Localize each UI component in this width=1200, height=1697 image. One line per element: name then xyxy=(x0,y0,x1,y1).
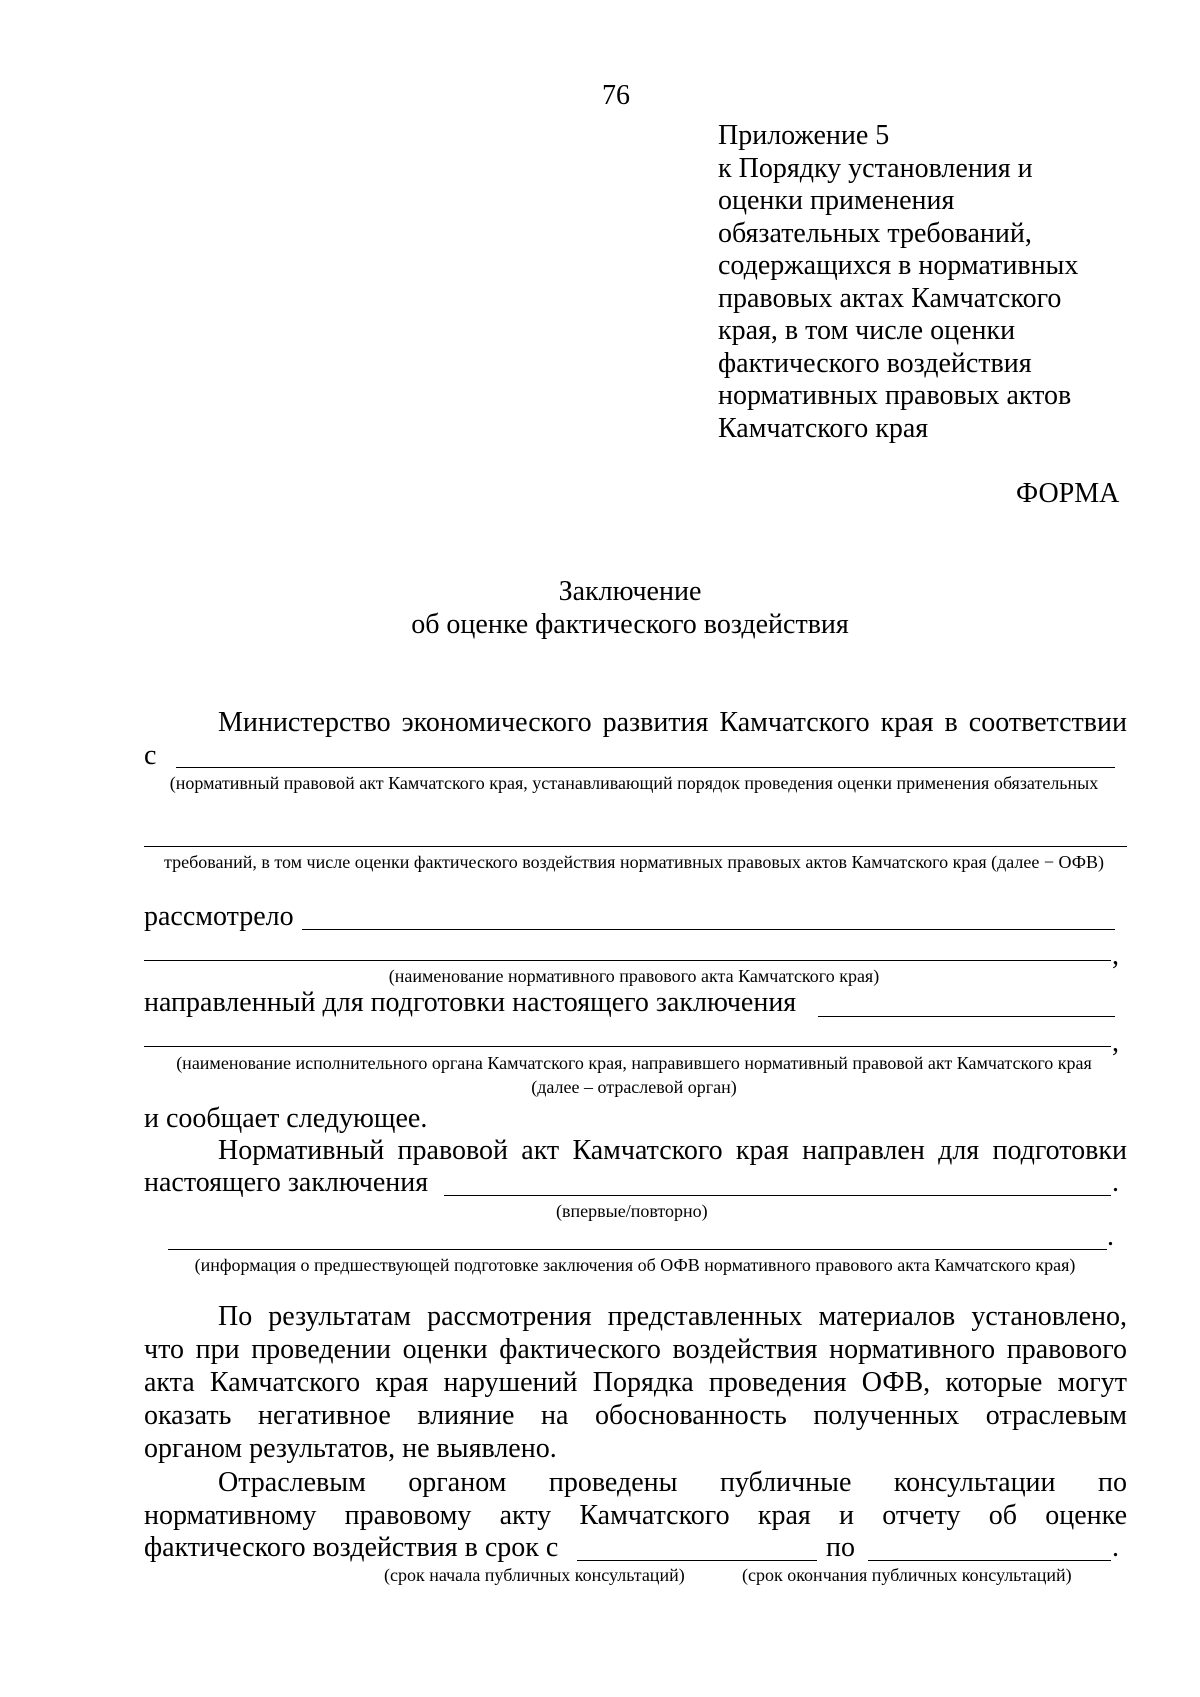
appendix-line: оценки применения xyxy=(718,185,955,216)
title-line-2: об оценке фактического воздействия xyxy=(411,609,849,640)
caption-prior-info: (информация о предшествующей подготовке заключения об ОФВ нормативного правового акта Камчатского края) xyxy=(194,1255,1076,1275)
reviewed-blank-line[interactable] xyxy=(302,929,1115,930)
prior-info-blank-line[interactable] xyxy=(168,1249,1107,1250)
form-label: ФОРМА xyxy=(1016,478,1120,509)
appendix-line: к Порядку установления и xyxy=(718,152,1033,184)
first-repeat-blank-line[interactable] xyxy=(444,1195,1111,1196)
sent-again-line: Нормативный правовой акт Камчатского края направлен для подготовки xyxy=(218,1135,1127,1166)
caption-requirements: требований, в том числе оценки фактического воздействия нормативных правовых актов Камчатского края (далее − ОФВ) xyxy=(164,852,1104,872)
period: . xyxy=(1107,1221,1114,1252)
comma: , xyxy=(1112,940,1119,971)
document-title xyxy=(0,575,1200,641)
appendix-line: правовых актах Камчатского xyxy=(718,282,1062,314)
consult-start-blank-line[interactable] xyxy=(577,1560,817,1561)
sent-label: направленный для подготовки настоящего заключения xyxy=(144,987,797,1018)
title-line-1: Заключение xyxy=(558,576,702,607)
consult-last-prefix: фактического воздействия в срок с xyxy=(144,1532,559,1563)
appendix-line: Камчатского края xyxy=(718,412,929,444)
s-prefix: с xyxy=(144,740,157,771)
caption-first-repeat: (впервые/повторно) xyxy=(556,1201,708,1221)
appendix-line: Приложение 5 xyxy=(718,120,890,151)
appendix-line: нормативных правовых актов xyxy=(718,380,1072,411)
sent-blank-line[interactable] xyxy=(818,1016,1115,1017)
sent-again-prefix: настоящего заключения xyxy=(144,1167,429,1198)
act-blank-line[interactable] xyxy=(176,767,1115,768)
organ-blank-line[interactable] xyxy=(144,1046,1111,1047)
consult-paragraph xyxy=(144,1466,1127,1532)
period: . xyxy=(1112,1532,1119,1563)
results-paragraph xyxy=(144,1300,1127,1465)
results-line: что при проведении оценки фактического воздействия нормативного правового xyxy=(144,1334,1127,1365)
appendix-line: края, в том числе оценки xyxy=(718,315,1016,346)
consult-line: нормативному правовому акту Камчатского края и отчету об оценке xyxy=(144,1500,1127,1531)
period: . xyxy=(1112,1167,1119,1198)
reports-line: и сообщает следующее. xyxy=(144,1103,428,1134)
consult-line: Отраслевым органом проведены публичные консультации по xyxy=(218,1467,1127,1498)
comma: , xyxy=(1112,1027,1119,1058)
caption-regulatory-act: (нормативный правовой акт Камчатского края, устанавливающий порядок проведения оценки применения обязательных xyxy=(169,773,1099,793)
results-line: оказать негативное влияние на обоснованность полученных отраслевым xyxy=(144,1400,1127,1431)
caption-consult-start: (срок начала публичных консультаций) xyxy=(384,1565,685,1585)
appendix-line: фактического воздействия xyxy=(718,347,1032,379)
intro-line: Министерство экономического развития Камчатского края в соответствии xyxy=(218,707,1127,738)
results-line: По результатам рассмотрения представленных материалов установлено, xyxy=(218,1301,1127,1332)
appendix-line: обязательных требований, xyxy=(718,217,1032,249)
page-number: 76 xyxy=(602,80,630,111)
consult-po: по xyxy=(826,1532,855,1563)
appendix-line: содержащихся в нормативных xyxy=(718,250,1079,281)
caption-npa-name: (наименование нормативного правового акта Камчатского края) xyxy=(388,966,880,986)
appendix-block xyxy=(718,120,1078,445)
results-line: акта Камчатского края нарушений Порядка проведения ОФВ, которые могут xyxy=(144,1367,1127,1398)
caption-consult-end: (срок окончания публичных консультаций) xyxy=(742,1565,1072,1585)
npa-name-blank-line[interactable] xyxy=(144,960,1111,961)
consult-end-blank-line[interactable] xyxy=(868,1560,1111,1561)
caption-organ: (наименование исполнительного органа Камчатского края, направившего нормативный правовой акт Камчатского края (далее – отраслевой орган) xyxy=(176,1053,1092,1097)
requirements-blank-line[interactable] xyxy=(144,846,1127,847)
reviewed-label: рассмотрело xyxy=(144,901,294,932)
results-line: органом результатов, не выявлено. xyxy=(144,1433,557,1464)
